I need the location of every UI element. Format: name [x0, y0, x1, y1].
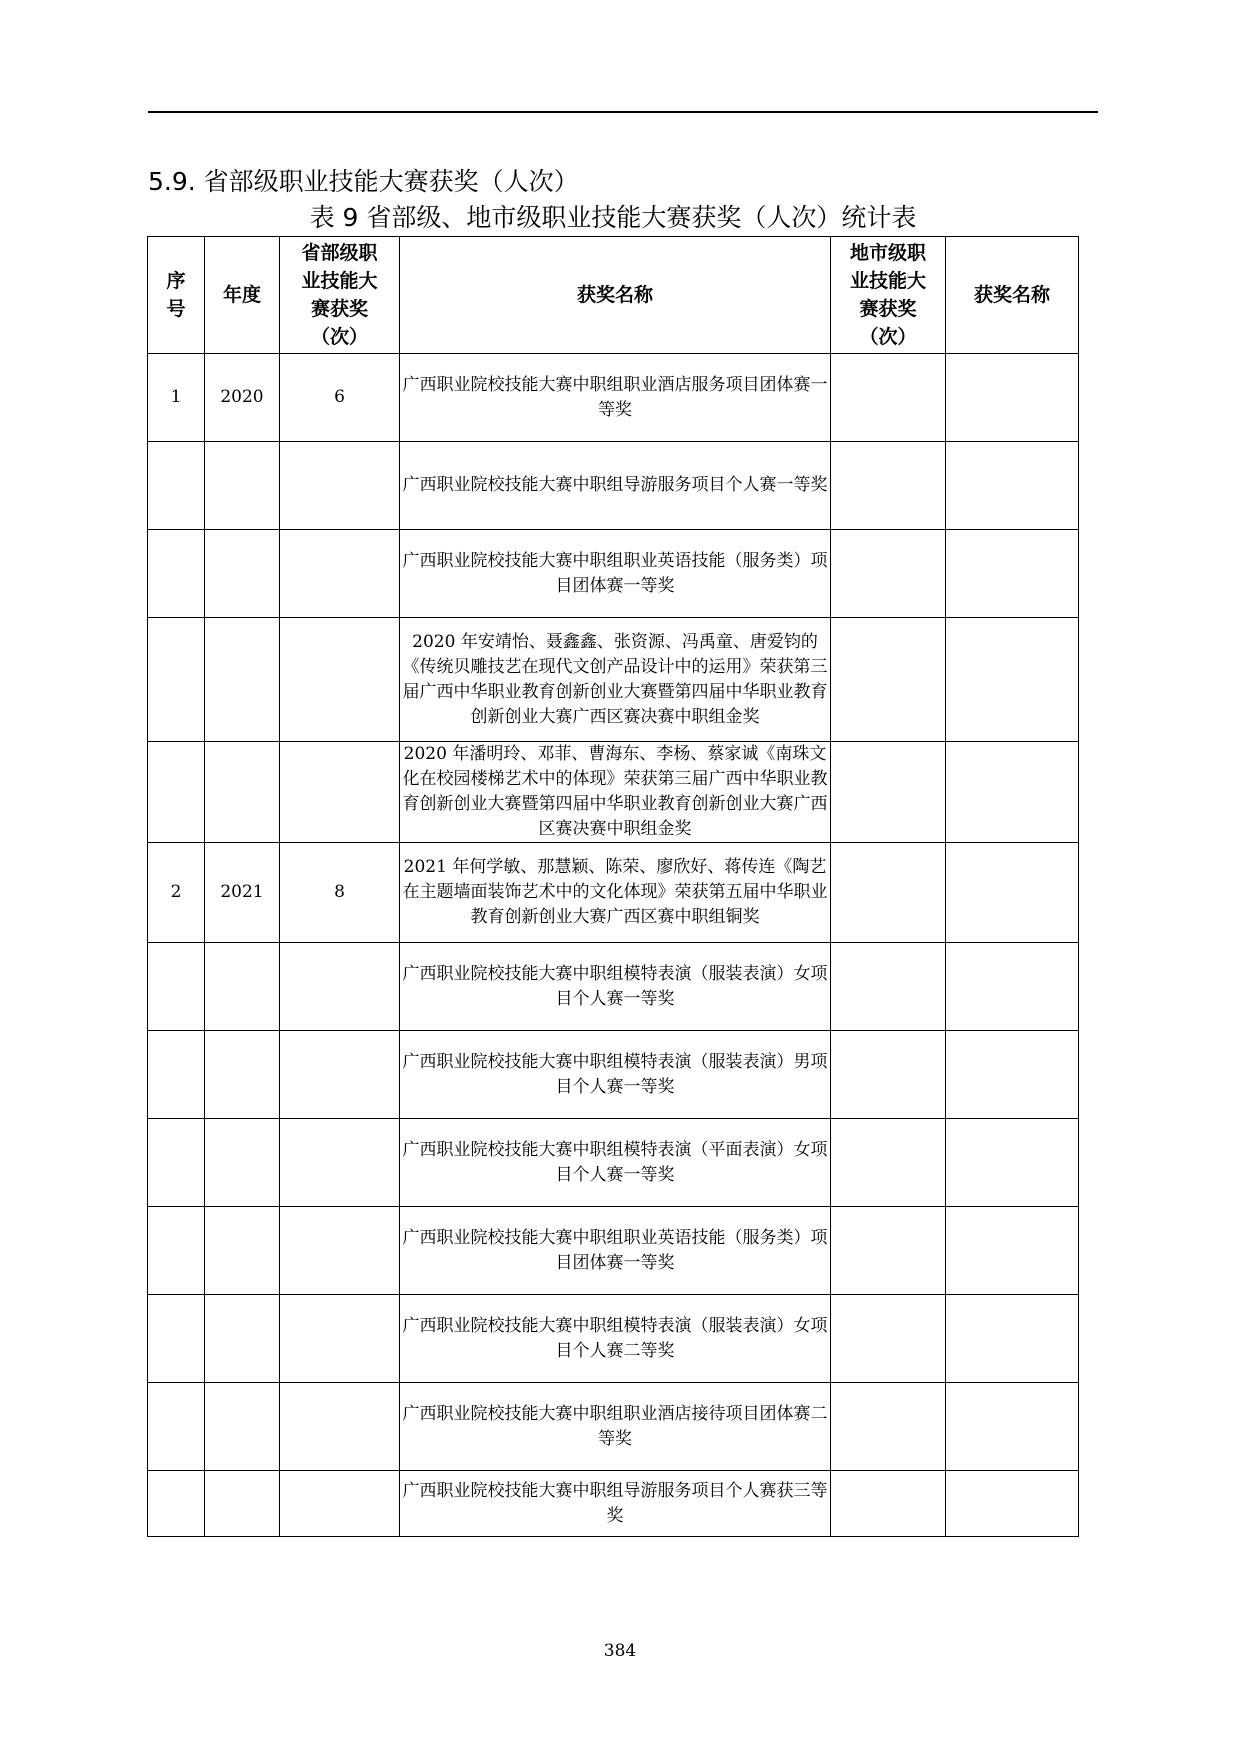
cell-municipal-count: [831, 1471, 946, 1537]
cell-award-name: 广西职业院校技能大赛中职组模特表演（平面表演）女项目个人赛一等奖: [400, 1119, 831, 1207]
cell-award-name: 广西职业院校技能大赛中职组职业英语技能（服务类）项目团体赛一等奖: [400, 1207, 831, 1295]
table-row: [148, 843, 1079, 943]
cell-municipal-name: [946, 1471, 1079, 1537]
table-row: [148, 1031, 1079, 1119]
cell-count: [280, 1119, 400, 1207]
cell-year: [205, 742, 280, 843]
cell-seq: [148, 742, 205, 843]
cell-count: [280, 1295, 400, 1383]
cell-municipal-name: [946, 943, 1079, 1031]
table-row: [148, 1295, 1079, 1383]
cell-seq: [148, 943, 205, 1031]
cell-award-name: 广西职业院校技能大赛中职组职业酒店接待项目团体赛二等奖: [400, 1383, 831, 1471]
header-seq: 序号: [148, 237, 205, 354]
cell-municipal-name: [946, 618, 1079, 742]
cell-award-name: 广西职业院校技能大赛中职组导游服务项目个人赛获三等奖: [400, 1471, 831, 1537]
cell-count: [280, 1207, 400, 1295]
cell-award-name: 2020 年潘明玲、邓菲、曹海东、李杨、蔡家诚《南珠文化在校园楼梯艺术中的体现》荣获第三届广西中华职业教育创新创业大赛暨第四届中华职业教育创新创业大赛广西区赛决赛中职组金奖: [400, 742, 831, 843]
cell-municipal-name: [946, 442, 1079, 530]
header-municipal-award-name: 获奖名称: [946, 237, 1079, 354]
header-provincial-count: 省部级职业技能大赛获奖（次）: [280, 237, 400, 354]
cell-seq: [148, 530, 205, 618]
cell-municipal-count: [831, 442, 946, 530]
table-row: [148, 943, 1079, 1031]
cell-count: [280, 442, 400, 530]
cell-municipal-count: [831, 843, 946, 943]
cell-count: [280, 1383, 400, 1471]
cell-year: 2021: [205, 843, 280, 943]
cell-award-name: 2020 年安靖怡、聂鑫鑫、张资源、冯禹童、唐爱钧的《传统贝雕技艺在现代文创产品设计中的运用》荣获第三届广西中华职业教育创新创业大赛暨第四届中华职业教育创新创业大赛广西区赛决赛中职组金奖: [400, 618, 831, 742]
cell-municipal-name: [946, 1119, 1079, 1207]
cell-municipal-name: [946, 354, 1079, 442]
cell-year: [205, 1031, 280, 1119]
cell-award-name: 广西职业院校技能大赛中职组导游服务项目个人赛一等奖: [400, 442, 831, 530]
table-row: [148, 1471, 1079, 1537]
cell-award-name: 广西职业院校技能大赛中职组职业酒店服务项目团体赛一等奖: [400, 354, 831, 442]
cell-count: 8: [280, 843, 400, 943]
table-row: [148, 742, 1079, 843]
cell-municipal-count: [831, 1031, 946, 1119]
cell-year: [205, 1471, 280, 1537]
table-header-row: [148, 237, 1079, 354]
cell-year: [205, 1119, 280, 1207]
table-row: [148, 1383, 1079, 1471]
cell-award-name: 广西职业院校技能大赛中职组模特表演（服装表演）男项目个人赛一等奖: [400, 1031, 831, 1119]
table-row: [148, 1207, 1079, 1295]
header-provincial-award-name: 获奖名称: [400, 237, 831, 354]
cell-municipal-count: [831, 354, 946, 442]
cell-seq: 2: [148, 843, 205, 943]
cell-award-name: 广西职业院校技能大赛中职组模特表演（服装表演）女项目个人赛二等奖: [400, 1295, 831, 1383]
cell-seq: [148, 1207, 205, 1295]
cell-count: [280, 1471, 400, 1537]
cell-award-name: 广西职业院校技能大赛中职组职业英语技能（服务类）项目团体赛一等奖: [400, 530, 831, 618]
cell-award-name: 广西职业院校技能大赛中职组模特表演（服装表演）女项目个人赛一等奖: [400, 943, 831, 1031]
cell-count: [280, 943, 400, 1031]
cell-year: [205, 442, 280, 530]
cell-seq: 1: [148, 354, 205, 442]
cell-municipal-name: [946, 1031, 1079, 1119]
cell-municipal-name: [946, 1295, 1079, 1383]
cell-seq: [148, 1031, 205, 1119]
cell-count: 6: [280, 354, 400, 442]
cell-seq: [148, 1119, 205, 1207]
cell-municipal-count: [831, 618, 946, 742]
cell-municipal-name: [946, 843, 1079, 943]
table-row: [148, 1119, 1079, 1207]
cell-year: [205, 618, 280, 742]
cell-seq: [148, 442, 205, 530]
cell-year: [205, 530, 280, 618]
cell-municipal-name: [946, 1207, 1079, 1295]
header-municipal-count: 地市级职业技能大赛获奖（次）: [831, 237, 946, 354]
cell-count: [280, 1031, 400, 1119]
cell-municipal-count: [831, 1119, 946, 1207]
cell-municipal-name: [946, 1383, 1079, 1471]
cell-award-name: 2021 年何学敏、那慧颖、陈荣、廖欣好、蒋传连《陶艺在主题墙面装饰艺术中的文化体现》荣获第五届中华职业教育创新创业大赛广西区赛中职组铜奖: [400, 843, 831, 943]
cell-year: [205, 1295, 280, 1383]
section-heading: 5.9. 省部级职业技能大赛获奖（人次）: [148, 167, 579, 196]
cell-year: [205, 1207, 280, 1295]
cell-count: [280, 530, 400, 618]
cell-municipal-count: [831, 1383, 946, 1471]
header-rule: [148, 111, 1098, 113]
table-row: [148, 354, 1079, 442]
table-row: [148, 530, 1079, 618]
cell-municipal-count: [831, 943, 946, 1031]
cell-municipal-count: [831, 1207, 946, 1295]
cell-seq: [148, 1383, 205, 1471]
cell-seq: [148, 1295, 205, 1383]
cell-seq: [148, 618, 205, 742]
cell-count: [280, 742, 400, 843]
cell-municipal-count: [831, 530, 946, 618]
table-caption: 表 9 省部级、地市级职业技能大赛获奖（人次）统计表: [309, 203, 917, 232]
cell-municipal-count: [831, 742, 946, 843]
cell-municipal-name: [946, 742, 1079, 843]
cell-year: [205, 1383, 280, 1471]
awards-table: [147, 236, 1079, 1537]
header-year: 年度: [205, 237, 280, 354]
table-row: [148, 442, 1079, 530]
cell-seq: [148, 1471, 205, 1537]
cell-count: [280, 618, 400, 742]
cell-municipal-name: [946, 530, 1079, 618]
cell-municipal-count: [831, 1295, 946, 1383]
table-row: [148, 618, 1079, 742]
cell-year: [205, 943, 280, 1031]
cell-year: 2020: [205, 354, 280, 442]
page-number: 384: [603, 1641, 637, 1661]
